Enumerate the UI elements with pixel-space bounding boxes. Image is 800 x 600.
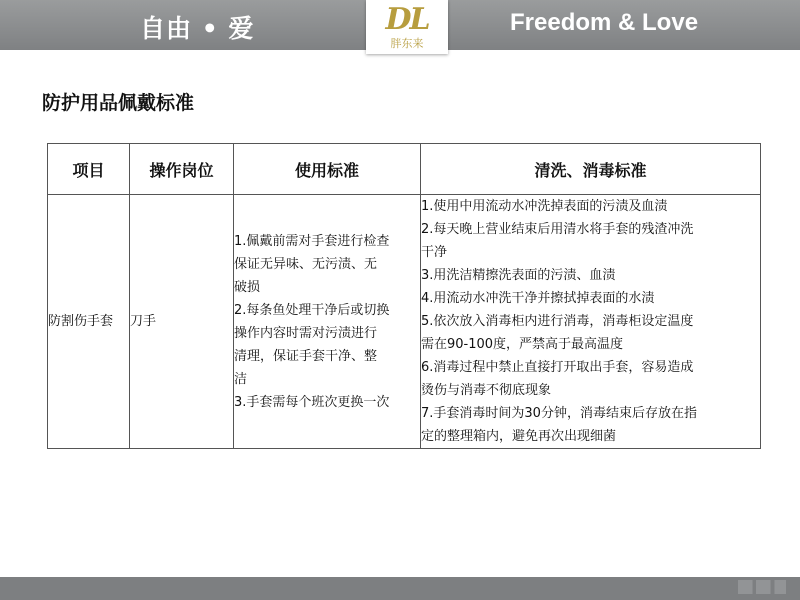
cleaning-line: 2.每天晚上营业结束后用清水将手套的残渣冲洗	[421, 222, 694, 237]
standards-table	[47, 143, 761, 449]
company-logo	[366, 0, 448, 54]
table-header-row	[48, 144, 761, 195]
cleaning-line: 6.消毒过程中禁止直接打开取出手套，容易造成	[421, 360, 694, 375]
footer-bar	[0, 577, 800, 600]
usage-line: 洁	[234, 371, 248, 387]
cell-cleaning-standard	[421, 195, 761, 449]
header-cleaning-standard: 清洗、消毒标准	[421, 144, 761, 195]
header-slogan-chinese: 自由 • 爱	[140, 14, 255, 43]
page-title: 防护用品佩戴标准	[42, 92, 195, 114]
cleaning-line: 干净	[421, 245, 448, 260]
usage-line: 清理，保证手套干净、整	[234, 348, 378, 364]
cell-post: 刀手	[130, 195, 234, 449]
cleaning-line: 4.用流动水冲洗干净并擦拭掉表面的水渍	[421, 291, 655, 306]
header-usage-standard: 使用标准	[234, 144, 421, 195]
footer-watermark	[738, 580, 786, 594]
header-slogan-english: Freedom & Love	[510, 9, 699, 36]
usage-line: 保证无异味、无污渍、无	[234, 256, 378, 272]
cell-usage-standard	[234, 195, 421, 449]
usage-line: 3.手套需每个班次更换一次	[234, 394, 390, 410]
table-row	[48, 195, 761, 449]
cleaning-line: 定的整理箱内，避免再次出现细菌	[421, 429, 617, 444]
cleaning-line: 7.手套消毒时间为30分钟，消毒结束后存放在指	[421, 406, 697, 421]
usage-line: 破损	[234, 279, 261, 295]
cleaning-line: 1.使用中用流动水冲洗掉表面的污渍及血渍	[421, 199, 668, 214]
cleaning-line: 需在90-100度，严禁高于最高温度	[421, 337, 624, 352]
cleaning-line: 烫伤与消毒不彻底现象	[421, 383, 552, 398]
cell-item: 防割伤手套	[48, 195, 130, 449]
cleaning-line: 5.依次放入消毒柜内进行消毒，消毒柜设定温度	[421, 314, 694, 329]
logo-company-name: 胖东来	[390, 37, 424, 50]
header-post: 操作岗位	[130, 144, 234, 195]
usage-line: 操作内容时需对污渍进行	[234, 325, 378, 341]
cleaning-line: 3.用洗洁精擦洗表面的污渍、血渍	[421, 268, 616, 283]
usage-line: 1.佩戴前需对手套进行检查	[234, 233, 390, 249]
usage-line: 2.每条鱼处理干净后或切换	[234, 302, 390, 318]
header-item: 项目	[48, 144, 130, 195]
logo-mark: DL	[385, 2, 429, 37]
